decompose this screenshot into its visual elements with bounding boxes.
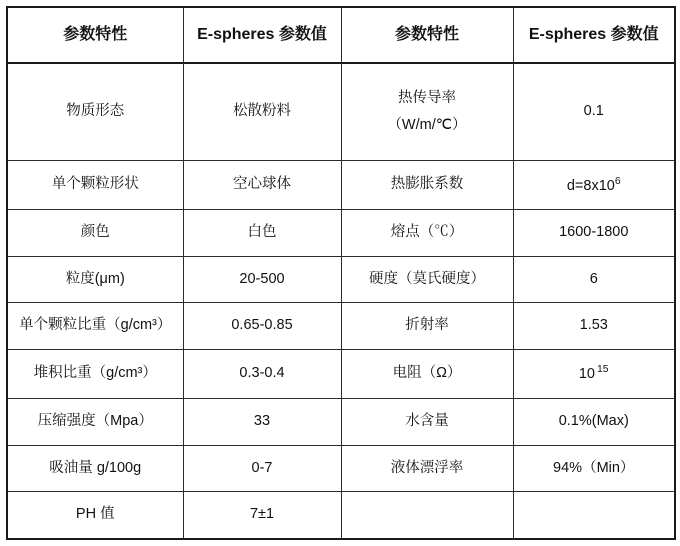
param-value [513,349,675,398]
param-value-exponent: 15 [597,364,609,376]
param-value: 1.53 [513,303,675,350]
table-row [7,210,675,257]
param-value: 松散粉料 [183,63,341,161]
table-row [7,303,675,350]
param-value: 0-7 [183,445,341,492]
param-label: 单个颗粒比重（g/cm³） [7,303,183,350]
param-value: 0.65-0.85 [183,303,341,350]
param-label: 堆积比重（g/cm³） [7,349,183,398]
table-row [7,63,675,161]
param-label: 电阻（Ω） [341,349,513,398]
param-label: 粒度(μm) [7,256,183,303]
param-value: 33 [183,399,341,446]
param-label: 单个颗粒形状 [7,161,183,210]
param-label: 热膨胀系数 [341,161,513,210]
param-value-exponent: 6 [614,175,621,187]
param-label: 压缩强度（Mpa） [7,399,183,446]
param-value-base: 10 [578,366,595,383]
param-label: 颜色 [7,210,183,257]
param-value [513,161,675,210]
param-value-empty [513,492,675,539]
param-label-line1: 热传导率 [398,89,456,106]
table-header-row [7,7,675,63]
param-value: 6 [513,256,675,303]
table-row [7,445,675,492]
param-label: PH 值 [7,492,183,539]
param-label: 熔点（℃） [341,210,513,257]
param-label-empty [341,492,513,539]
column-header-param-right: 参数特性 [341,7,513,63]
param-label: 硬度（莫氏硬度） [341,256,513,303]
column-header-param-left: 参数特性 [7,7,183,63]
param-value: 0.3-0.4 [183,349,341,398]
param-label-multiline [345,85,510,140]
param-label: 水含量 [341,399,513,446]
param-value: 94%（Min） [513,445,675,492]
spec-table [6,6,676,540]
param-value: 0.1 [513,63,675,161]
param-label: 液体漂浮率 [341,445,513,492]
param-value: 1600-1800 [513,210,675,257]
param-label: 吸油量 g/100g [7,445,183,492]
table-row [7,349,675,398]
table-row [7,399,675,446]
table-row [7,256,675,303]
param-label: 物质形态 [7,63,183,161]
table-row [7,492,675,539]
param-value: 0.1%(Max) [513,399,675,446]
param-label: 折射率 [341,303,513,350]
param-value: 7±1 [183,492,341,539]
column-header-value-left: E-spheres 参数值 [183,7,341,63]
column-header-value-right: E-spheres 参数值 [513,7,675,63]
param-label [341,63,513,161]
param-label-line2: （W/m/℃） [387,117,467,134]
param-value: 空心球体 [183,161,341,210]
table-row [7,161,675,210]
param-value: 白色 [183,210,341,257]
param-value: 20-500 [183,256,341,303]
param-value-base: d=8x10 [566,177,615,194]
